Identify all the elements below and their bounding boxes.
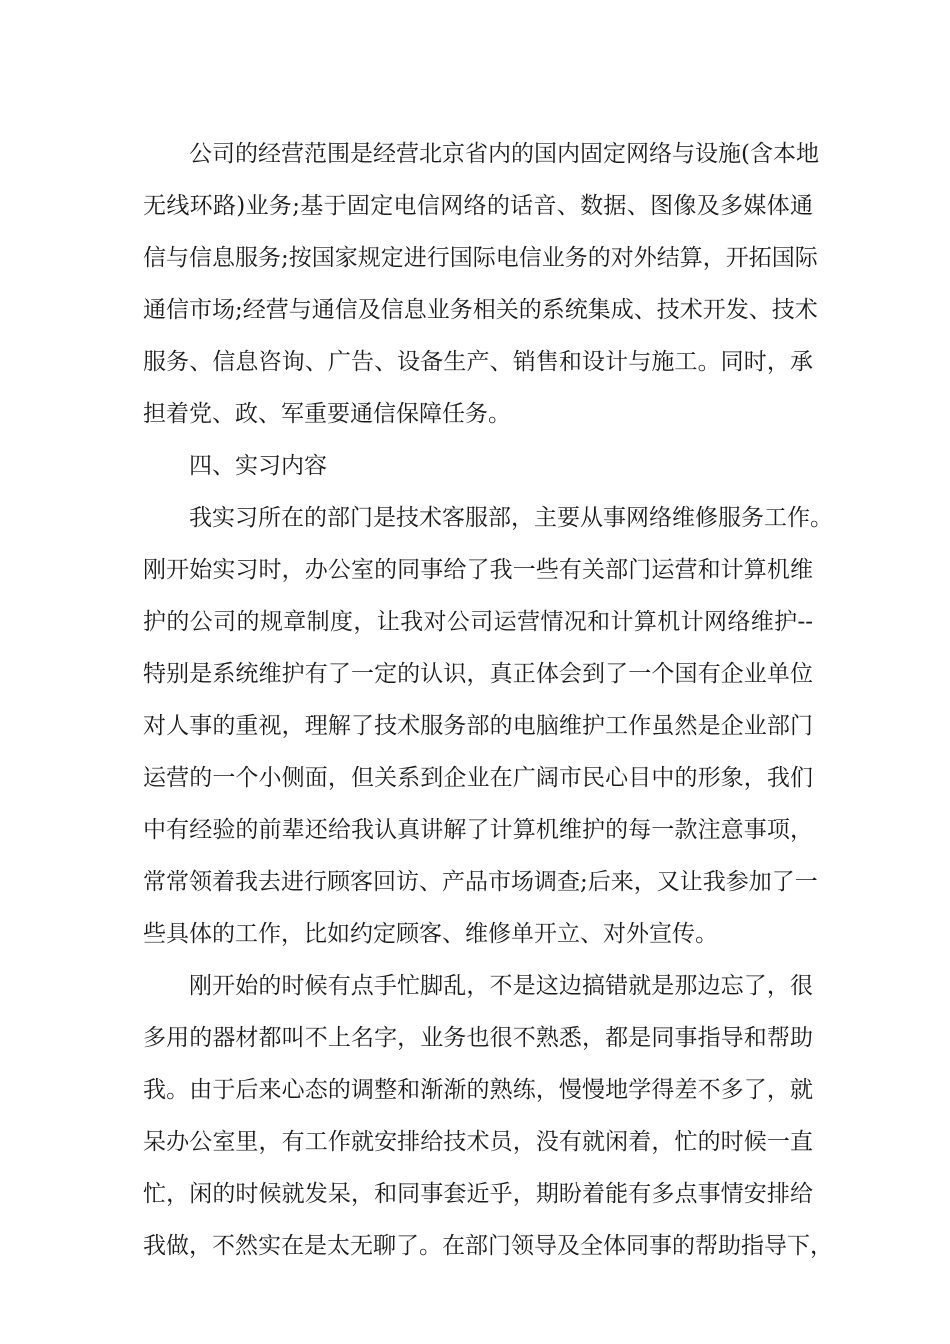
text-line: 我做，不然实在是太无聊了。在部门领导及全体同事的帮助指导下，: [143, 1233, 833, 1259]
paragraph-internship-experience: [143, 960, 833, 1272]
text-line: 我。由于后来心态的调整和渐渐的熟练，慢慢地学得差不多了，就: [143, 1077, 813, 1103]
text-line: 多用的器材都叫不上名字，业务也很不熟悉，都是同事指导和帮助: [143, 1025, 813, 1051]
text-line: 信与信息服务;按国家规定进行国际电信业务的对外结算，开拓国际: [143, 245, 818, 271]
text-line: 公司的经营范围是经营北京省内的国内固定网络与设施(含本地: [189, 141, 819, 167]
paragraph-business-scope: [143, 128, 819, 440]
text-line: 常常领着我去进行顾客回访、产品市场调查;后来，又让我参加了一: [143, 869, 818, 895]
text-line: 通信市场;经营与通信及信息业务相关的系统集成、技术开发、技术: [143, 297, 818, 323]
text-line: 中有经验的前辈还给我认真讲解了计算机维护的每一款注意事项，: [143, 817, 813, 843]
section-heading: [143, 440, 813, 492]
paragraph-internship-department: [143, 492, 833, 960]
text-line: 忙，闲的时候就发呆，和同事套近乎，期盼着能有多点事情安排给: [143, 1181, 813, 1207]
text-line: 无线环路)业务;基于固定电信网络的话音、数据、图像及多媒体通: [143, 193, 813, 219]
text-line: 对人事的重视，理解了技术服务部的电脑维护工作虽然是企业部门: [143, 713, 813, 739]
text-line: 些具体的工作，比如约定顾客、维修单开立、对外宣传。: [143, 921, 718, 947]
text-line: 运营的一个小侧面，但关系到企业在广阔市民心目中的形象，我们: [143, 765, 813, 791]
text-line: 护的公司的规章制度，让我对公司运营情况和计算机计网络维护--: [143, 609, 813, 635]
text-line: 服务、信息咨询、广告、设备生产、销售和设计与施工。同时，承: [143, 349, 813, 375]
text-line: 特别是系统维护有了一定的认识，真正体会到了一个国有企业单位: [143, 661, 813, 687]
text-line: 担着党、政、军重要通信保障任务。: [143, 401, 511, 427]
text-line: 我实习所在的部门是技术客服部，主要从事网络维修服务工作。: [189, 505, 833, 531]
heading-line: 四、实习内容: [189, 453, 327, 479]
text-line: 呆办公室里，有工作就安排给技术员，没有就闲着，忙的时候一直: [143, 1129, 813, 1155]
text-line: 刚开始实习时，办公室的同事给了我一些有关部门运营和计算机维: [143, 557, 813, 583]
text-line: 刚开始的时候有点手忙脚乱，不是这边搞错就是那边忘了，很: [189, 973, 813, 999]
document-body: [143, 128, 833, 1272]
